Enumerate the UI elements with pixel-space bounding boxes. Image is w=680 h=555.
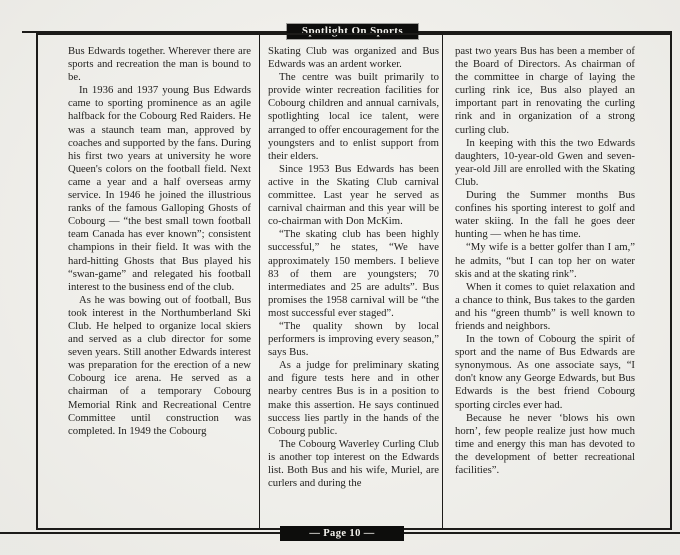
article-paragraph: “The skating club has been highly successful,” he states, “We have approximately 150 members. I believe 83 of them are youngsters; 70 intermediates and 25 are adults”. Bus promises the 1958 carnival will be “the most successful ever staged”.	[268, 228, 439, 319]
article-paragraph: “The quality shown by local performers is improving every season,” says Bus.	[268, 319, 439, 359]
article-paragraph: In 1936 and 1937 young Bus Edwards came to sporting prominence as an agile halfback for the Cobourg Red Raiders. He was a staunch team man, approved by coaches and supported by the fans. During his first two years at university he wore Queen's colors on the football field. Next came a year and a half overseas army service. In 1946 he joined the illustrious ranks of the famous Galloping Ghosts of Cobourg — “the best small town football team Canada has ever known”; consistent champions in their field. It was with the hard-hitting Ghosts that Bus played his “swan-game” and relegated his football interest to the business end of the club.	[68, 84, 251, 293]
article-box	[36, 33, 672, 530]
article-column-3	[443, 45, 670, 528]
article-paragraph: The centre was built primarily to provide winter recreation facilities for Cobourg children and annual carnivals, spotlighting local ice talent, were arranged to offer encouragement for the youngsters and to enlist support from their elders.	[268, 71, 439, 162]
article-paragraph: “My wife is a better golfer than I am,” he admits, “but I can top her on water skis and at the skating rink”.	[455, 241, 635, 280]
article-paragraph: Since 1953 Bus Edwards has been active in the Skating Club carnival committee. Last year he served as carnival chairman and this year will be co-chairman with Don McKim.	[268, 162, 439, 228]
article-paragraph: Because he never ‘blows his own horn’, few people realize just how much time and energy this man has devoted to the development of better recreational facilities”.	[455, 411, 635, 476]
section-title: Spotlight On Sports	[301, 25, 404, 37]
article-column-2	[260, 45, 442, 528]
article-paragraph: Skating Club was organized and Bus Edwards was an ardent worker.	[268, 45, 439, 71]
article-paragraph: The Cobourg Waverley Curling Club is another top interest on the Edwards list. Both Bus and his wife, Muriel, are curlers and during the	[268, 437, 439, 490]
article-paragraph: past two years Bus has been a member of the Board of Directors. As chairman of the committee in charge of laying the curling rink ice, Bus also played an important part in renovating the curling rink and in organization of a strong curling club.	[455, 45, 635, 136]
page-number: — Page 10 —	[309, 528, 375, 539]
article-paragraph: In the town of Cobourg the spirit of sport and the name of Bus Edwards are synonymous. As one associate says, “I don't know any George Edwards, but Bus Edwards is the best friend Cobourg sporting circles ever had.	[455, 333, 635, 411]
article-column-1	[38, 45, 259, 528]
page-number-bar	[280, 526, 404, 541]
article-paragraph: During the Summer months Bus confines his sporting interest to golf and water skiing. In the fall he goes deer hunting — when he has time.	[455, 189, 635, 241]
article-paragraph: In keeping with this the two Edwards daughters, 10-year-old Gwen and seven-year-old Jill are enrolled with the Skating Club.	[455, 136, 635, 188]
article-paragraph: When it comes to quiet relaxation and a chance to think, Bus takes to the garden and his “green thumb” is well known to friends and neighbors.	[455, 280, 635, 332]
article-paragraph: Bus Edwards together. Wherever there are sports and recreation the man is bound to be.	[68, 45, 251, 84]
article-paragraph: As a judge for preliminary skating and figure tests here and in other nearby centres Bus is in a position to make this assertion. He says continued success lies partly in the hands of the Cobourg public.	[268, 359, 439, 437]
article-paragraph: As he was bowing out of football, Bus took interest in the Northumberland Ski Club. He helped to organize local skiers and served as a club director for some seven years. Still another Edwards interest was preparation for the erection of a new Cobourg ice arena. He served as a chairman of a temporary Cobourg Memorial Rink and Recreational Centre Committee until construction was completed. In 1949 the Cobourg	[68, 293, 251, 437]
